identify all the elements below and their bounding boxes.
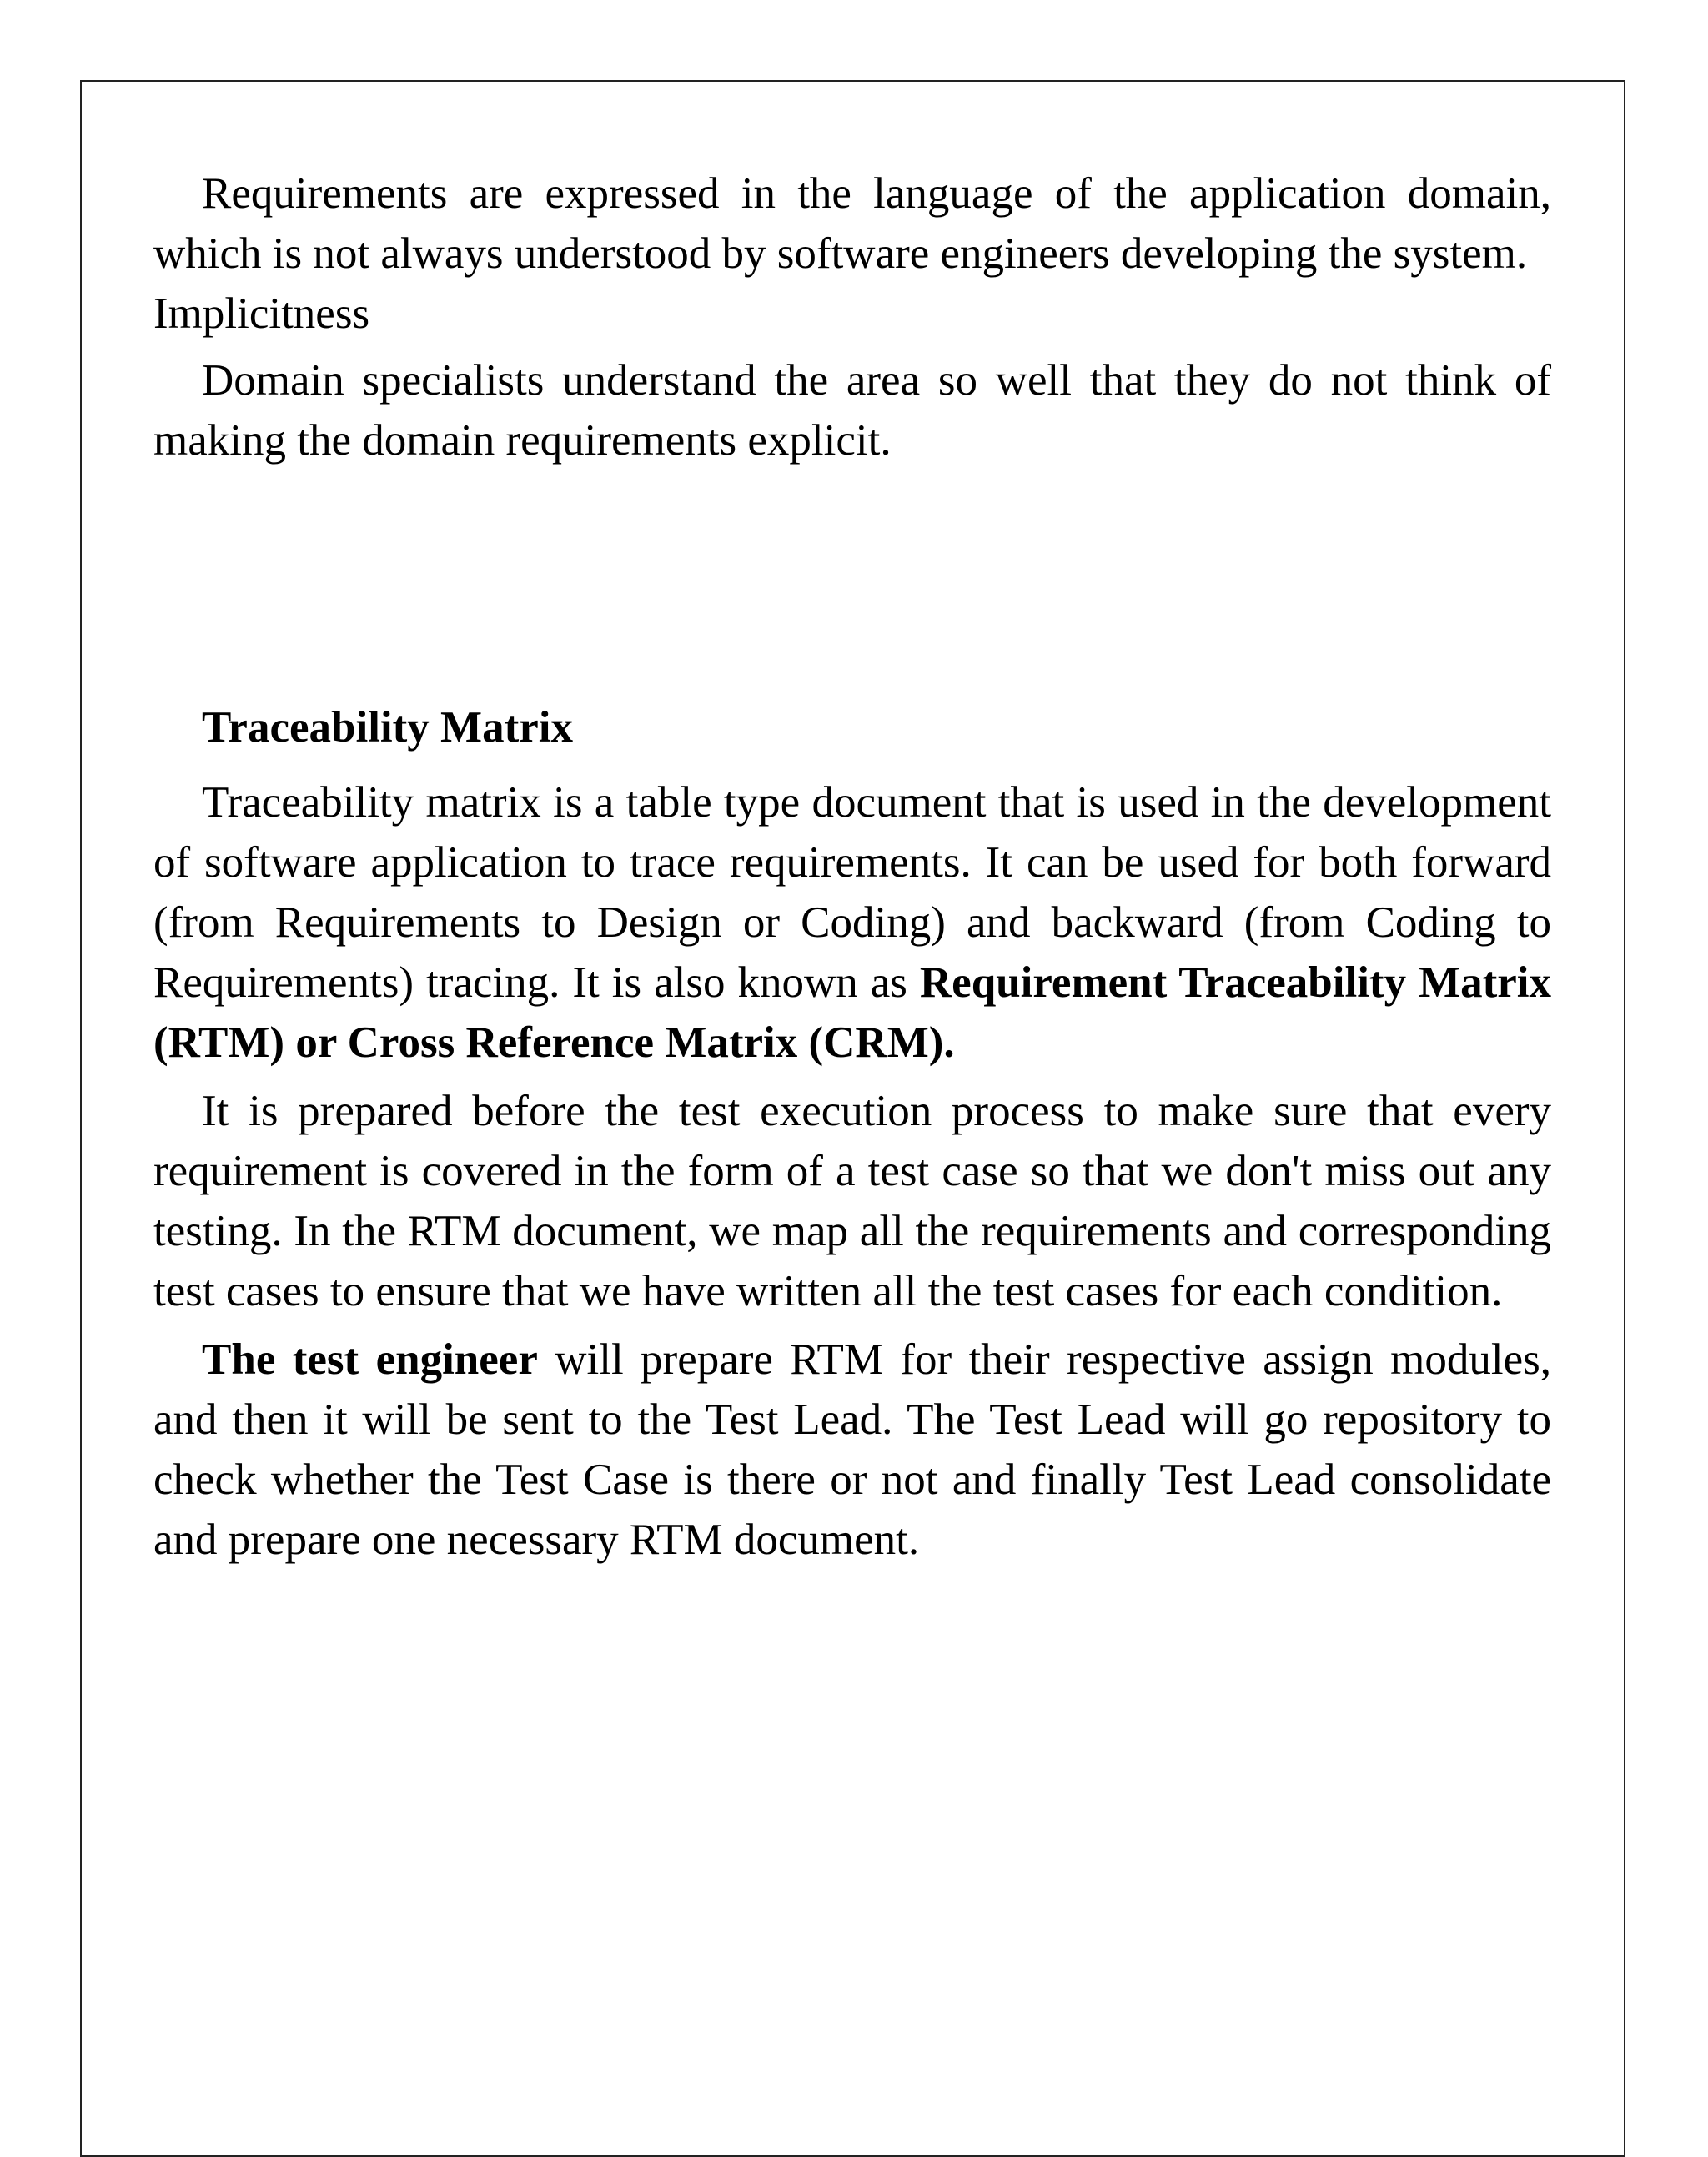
document-body [153, 163, 1551, 1570]
traceability-text: Traceability matrix is a table type document that is used in the development of software application to trace requirements. It can be used for both forward (from Requirements to Design or Coding) and backward (from Coding to Requirements) tracing. It is also known as [153, 778, 1551, 1007]
test-engineer-text: will prepare RTM for their respective assign modules, and then it will be sent to the Test Lead. The Test Lead will go repository to check whether the Test Case is there or not and finally Test Lead consolidate and prepare one necessary RTM document. [153, 1335, 1551, 1564]
label-implicitness: Implicitness [153, 289, 370, 338]
traceability-bold-term: Requirement Traceability Matrix (RTM) or Cross Reference Matrix (CRM). [153, 958, 1551, 1067]
paragraph-implicitness: Domain specialists understand the area so well that they do not think of making the domain requirements explicit. [153, 356, 1551, 465]
paragraph-prepared-before: It is prepared before the test execution process to make sure that every requirement is covered in the form of a test case so that we don't miss out any testing. In the RTM document, we map all the requirements and corresponding test cases to ensure that we have written all the test cases for each condition. [153, 1087, 1551, 1315]
heading-traceability-matrix: Traceability Matrix [202, 703, 573, 752]
test-engineer-bold: The test engineer [202, 1335, 538, 1384]
paragraph-traceability-matrix [153, 772, 1551, 1073]
paragraph-test-engineer [153, 1330, 1551, 1570]
paragraph-domain-language: Requirements are expressed in the language of the application domain, which is not always understood by software engineers developing the system. [153, 169, 1551, 278]
